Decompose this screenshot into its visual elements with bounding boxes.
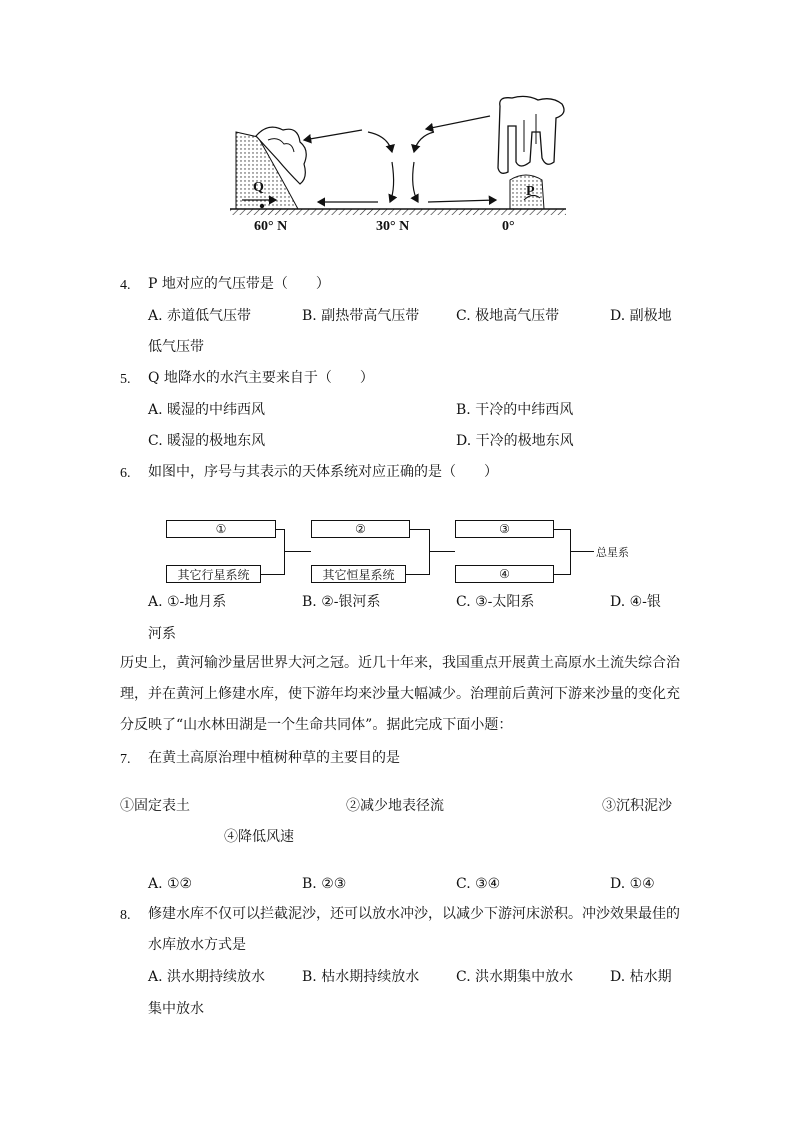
latitude-0: 0° bbox=[502, 219, 515, 234]
question-stem: 如图中，序号与其表示的天体系统对应正确的是（ ） bbox=[148, 464, 498, 480]
reading-passage bbox=[120, 648, 680, 741]
question-number: 6. bbox=[120, 466, 131, 481]
latitude-30n: 30° N bbox=[376, 219, 410, 234]
box-other-planets: 其它行星系统 bbox=[166, 565, 261, 583]
convective-cloud bbox=[498, 96, 564, 173]
option-b[interactable]: B. 干冷的中纬西风 bbox=[456, 402, 574, 418]
option-b[interactable]: B. ②③ bbox=[302, 876, 347, 892]
option-b[interactable]: B. 副热带高气压带 bbox=[302, 308, 420, 324]
passage-line: 历史上，黄河输沙量居世界大河之冠。近几十年来，我国重点开展黄土高原水土流失综合治 bbox=[120, 655, 680, 671]
box-2: ② bbox=[311, 520, 410, 538]
label-q: Q bbox=[253, 180, 264, 195]
total-galaxy-label: 总星系 bbox=[596, 546, 629, 559]
upper-flow-arrow bbox=[426, 116, 490, 129]
question-stem: Q 地降水的水汽主要来自于（ ） bbox=[148, 370, 374, 386]
option-d[interactable]: D. 枯水期 bbox=[610, 969, 672, 985]
surface-wind-arrow bbox=[428, 200, 496, 202]
option-d[interactable]: D. 干冷的极地东风 bbox=[456, 433, 574, 449]
option-d-continued: 低气压带 bbox=[148, 339, 204, 355]
box-other-stars: 其它恒星系统 bbox=[311, 565, 406, 583]
passage-line: 理，并在黄河上修建水库，使下游年均来沙量大幅减少。治理前后黄河下游来沙量的变化充 bbox=[120, 686, 680, 702]
option-a[interactable]: A. ①-地月系 bbox=[148, 594, 227, 610]
option-b[interactable]: B. 枯水期持续放水 bbox=[302, 969, 420, 985]
statement-2: ②减少地表径流 bbox=[346, 798, 444, 814]
upper-flow-arrow bbox=[304, 130, 362, 140]
celestial-system-diagram bbox=[160, 516, 680, 588]
circulation-figure bbox=[228, 92, 574, 242]
option-a[interactable]: A. 赤道低气压带 bbox=[148, 308, 252, 324]
statement-1: ①固定表土 bbox=[120, 798, 190, 814]
option-c[interactable]: C. ③-太阳系 bbox=[456, 594, 535, 610]
q-point bbox=[260, 204, 264, 208]
question-stem: 在黄土高原治理中植树种草的主要目的是 bbox=[148, 750, 400, 766]
question-stem: P 地对应的气压带是（ ） bbox=[148, 276, 330, 292]
option-d-continued: 河系 bbox=[148, 626, 176, 642]
box-3: ③ bbox=[455, 520, 554, 538]
option-d-continued: 集中放水 bbox=[148, 1001, 204, 1017]
ground-hatch bbox=[230, 209, 566, 215]
latitude-60n: 60° N bbox=[254, 219, 288, 234]
box-4: ④ bbox=[455, 565, 554, 583]
option-d[interactable]: D. ④-银 bbox=[610, 594, 661, 610]
option-a[interactable]: A. ①② bbox=[148, 876, 193, 892]
question-stem: 修建水库不仅可以拦截泥沙，还可以放水冲沙，以减少下游河床淤积。冲沙效果最佳的 bbox=[148, 906, 680, 922]
question-number: 8. bbox=[120, 908, 131, 923]
question-number: 7. bbox=[120, 752, 131, 767]
option-c[interactable]: C. ③④ bbox=[456, 876, 501, 892]
question-stem-continued: 水库放水方式是 bbox=[148, 937, 246, 953]
option-b[interactable]: B. ②-银河系 bbox=[302, 594, 381, 610]
box-1: ① bbox=[166, 520, 276, 538]
option-c[interactable]: C. 洪水期集中放水 bbox=[456, 969, 574, 985]
question-number: 4. bbox=[120, 278, 131, 293]
statement-3: ③沉积泥沙 bbox=[602, 798, 672, 814]
option-c[interactable]: C. 暖湿的极地东风 bbox=[148, 433, 266, 449]
label-p: P bbox=[526, 184, 535, 199]
statement-4: ④降低风速 bbox=[224, 829, 294, 845]
option-d[interactable]: D. ①④ bbox=[610, 876, 655, 892]
question-number: 5. bbox=[120, 372, 131, 387]
option-a[interactable]: A. 暖湿的中纬西风 bbox=[148, 402, 266, 418]
option-d[interactable]: D. 副极地 bbox=[610, 308, 672, 324]
passage-line: 分反映了“山水林田湖是一个生命共同体”。据此完成下面小题： bbox=[120, 717, 513, 733]
option-a[interactable]: A. 洪水期持续放水 bbox=[148, 969, 266, 985]
option-c[interactable]: C. 极地高气压带 bbox=[456, 308, 560, 324]
